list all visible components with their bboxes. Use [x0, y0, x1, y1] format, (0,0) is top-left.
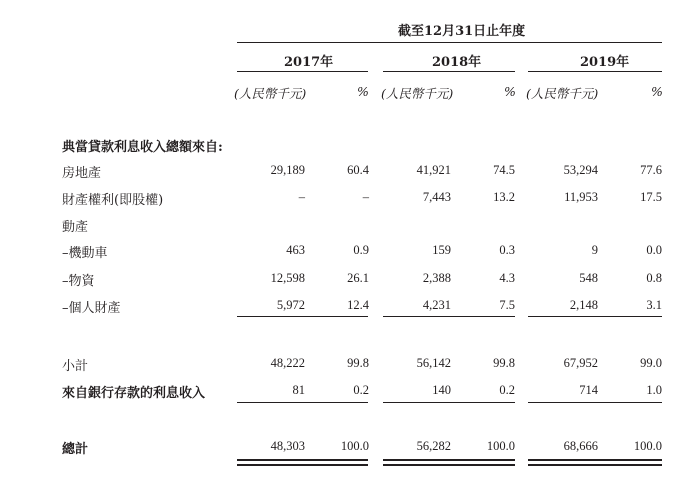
- rule2-2018: [383, 402, 515, 403]
- total-double-rule-2018-a: [383, 459, 515, 461]
- percent-cell: 3.1: [646, 298, 662, 312]
- total-double-rule-2017-a: [237, 459, 368, 461]
- rule2-2017: [237, 402, 368, 403]
- year-2017-rule: [237, 71, 368, 72]
- percent-cell: 1.0: [646, 383, 662, 397]
- percent-cell: 0.9: [353, 243, 369, 257]
- amount-cell: 140: [432, 383, 451, 397]
- rule2-2019: [528, 402, 662, 403]
- unit-pct-2017: %: [357, 84, 369, 99]
- row-label: 房地產: [62, 166, 102, 181]
- amount-cell: 4,231: [422, 298, 451, 312]
- amount-cell: 68,666: [563, 439, 598, 453]
- unit-amount-2018: (人民幣千元): [381, 86, 454, 101]
- percent-cell: 99.8: [493, 356, 515, 370]
- row-label: 財產權利(即股權): [62, 193, 164, 208]
- year-2018-rule: [383, 71, 515, 72]
- unit-pct-2018: %: [504, 84, 516, 99]
- percent-cell: 77.6: [640, 163, 662, 177]
- percent-cell: 100.0: [340, 439, 369, 453]
- percent-cell: 7.5: [499, 298, 515, 312]
- percent-cell: 26.1: [347, 271, 369, 285]
- percent-cell: 60.4: [347, 163, 369, 177]
- percent-cell: 12.4: [347, 298, 369, 312]
- amount-cell: 5,972: [276, 298, 305, 312]
- amount-cell: 714: [579, 383, 598, 397]
- percent-cell: 100.0: [486, 439, 515, 453]
- amount-cell: 2,148: [569, 298, 598, 312]
- percent-cell: 0.0: [646, 243, 662, 257]
- amount-cell: 53,294: [563, 163, 598, 177]
- percent-cell: 17.5: [640, 190, 662, 204]
- row-label: 動產: [62, 220, 89, 235]
- row-label: 小計: [62, 359, 89, 374]
- amount-cell: 9: [591, 243, 598, 257]
- percent-cell: 99.0: [640, 356, 662, 370]
- amount-cell: 11,953: [564, 190, 598, 204]
- amount-cell: 81: [292, 383, 305, 397]
- year-2018-header: 2018年: [432, 55, 482, 70]
- percent-cell: 0.3: [499, 243, 515, 257]
- amount-cell: 48,222: [270, 356, 305, 370]
- year-2019-rule: [528, 71, 662, 72]
- period-header: 截至12月31日止年度: [398, 24, 526, 39]
- amount-cell: 56,282: [416, 439, 451, 453]
- unit-pct-2019: %: [651, 84, 663, 99]
- amount-cell: 7,443: [422, 190, 451, 204]
- amount-cell: 12,598: [270, 271, 305, 285]
- year-2017-header: 2017年: [284, 55, 334, 70]
- total-double-rule-2019-a: [528, 459, 662, 461]
- amount-cell: 463: [286, 243, 305, 257]
- amount-cell: 548: [579, 271, 598, 285]
- row-label: 總計: [62, 442, 89, 457]
- amount-cell: 67,952: [563, 356, 598, 370]
- row-label: –物資: [62, 274, 95, 289]
- percent-cell: –: [362, 190, 369, 204]
- total-double-rule-2019-b: [528, 464, 662, 466]
- amount-cell: 48,303: [270, 439, 305, 453]
- rule-2019: [528, 316, 662, 317]
- percent-cell: 0.2: [353, 383, 369, 397]
- total-double-rule-2017-b: [237, 464, 368, 466]
- amount-cell: 2,388: [422, 271, 451, 285]
- percent-cell: 0.2: [499, 383, 515, 397]
- row-label: –機動車: [62, 246, 108, 261]
- amount-cell: 29,189: [270, 163, 305, 177]
- percent-cell: 100.0: [633, 439, 662, 453]
- rule-2018: [383, 316, 515, 317]
- amount-cell: 56,142: [416, 356, 451, 370]
- row-label: 來自銀行存款的利息收入: [62, 386, 206, 401]
- unit-amount-2019: (人民幣千元): [526, 86, 599, 101]
- row-label: –個人財產: [62, 301, 121, 316]
- total-double-rule-2018-b: [383, 464, 515, 466]
- amount-cell: 41,921: [416, 163, 451, 177]
- rule-2017: [237, 316, 368, 317]
- amount-cell: 159: [432, 243, 451, 257]
- year-2019-header: 2019年: [580, 55, 630, 70]
- percent-cell: 99.8: [347, 356, 369, 370]
- header-rule: [237, 42, 662, 43]
- percent-cell: 13.2: [493, 190, 515, 204]
- percent-cell: 0.8: [646, 271, 662, 285]
- percent-cell: 74.5: [493, 163, 515, 177]
- unit-amount-2017: (人民幣千元): [234, 86, 307, 101]
- percent-cell: 4.3: [499, 271, 515, 285]
- section-title: 典當貸款利息收入總額來自:: [62, 140, 223, 155]
- amount-cell: –: [298, 190, 305, 204]
